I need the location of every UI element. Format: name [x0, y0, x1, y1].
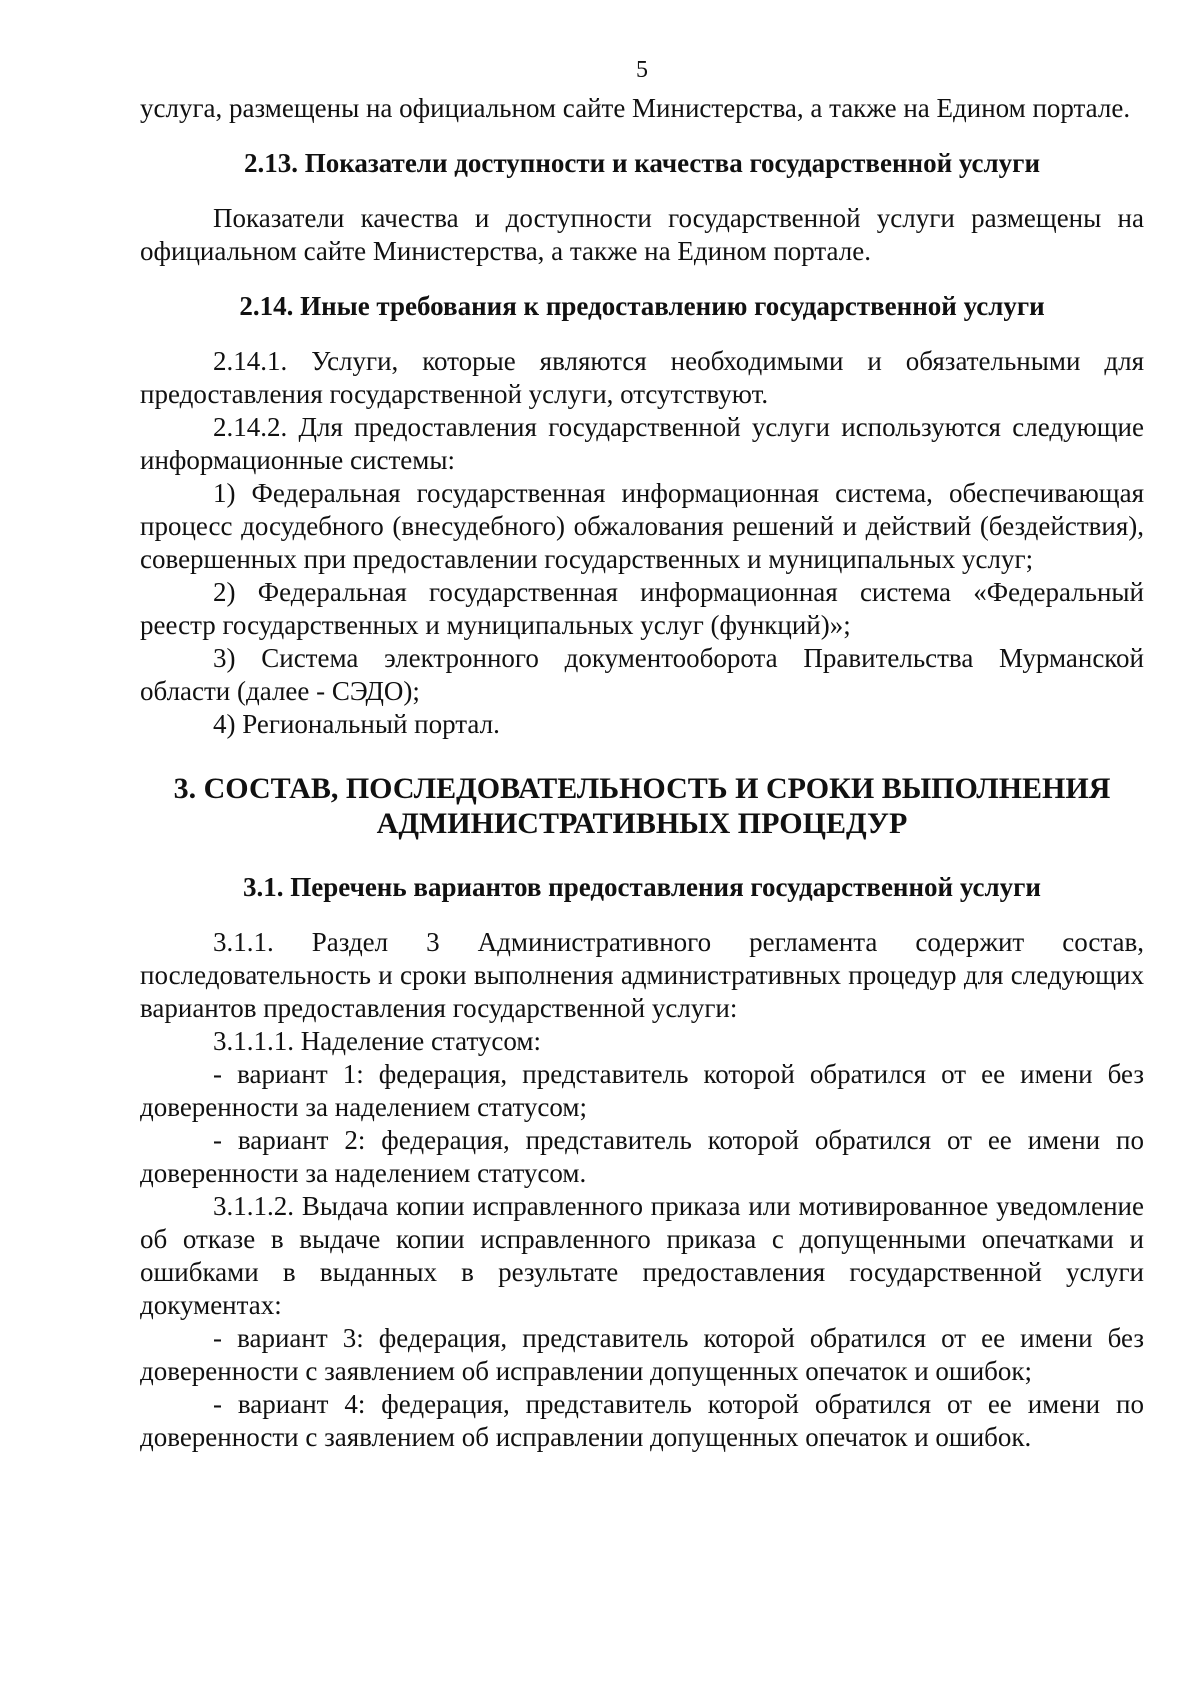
section-3-1-1-2-paragraph: 3.1.1.2. Выдача копии исправленного приказа или мотивированное уведомление об отказе в выдаче копии исправленного приказа с допущенными опечатками и ошибками в выданных в результате предоставления государственной услуги документах: — [140, 1191, 1144, 1320]
section-2-14-heading: 2.14. Иные требования к предоставлению государственной услуги — [239, 291, 1045, 321]
section-3-1-heading: 3.1. Перечень вариантов предоставления государственной услуги — [243, 872, 1041, 902]
section-3-1-1-1-paragraph: 3.1.1.1. Наделение статусом: — [213, 1026, 541, 1056]
info-system-item-4: 4) Региональный портал. — [213, 709, 500, 739]
variant-1-item: - вариант 1: федерация, представитель которой обратился от ее имени без доверенности за наделением статусом; — [140, 1059, 1144, 1122]
info-system-item-2: 2) Федеральная государственная информационная система «Федеральный реестр государственных и муниципальных услуг (функций)»; — [140, 577, 1144, 640]
page-number: 5 — [636, 57, 648, 83]
section-3-heading-line-1: 3. СОСТАВ, ПОСЛЕДОВАТЕЛЬНОСТЬ И СРОКИ ВЫПОЛНЕНИЯ — [173, 772, 1111, 805]
section-2-13-heading: 2.13. Показатели доступности и качества государственной услуги — [244, 148, 1040, 178]
info-system-item-3: 3) Система электронного документооборота Правительства Мурманской области (далее - СЭДО); — [140, 643, 1144, 706]
variant-4-item: - вариант 4: федерация, представитель которой обратился от ее имени по доверенности с заявлением об исправлении допущенных опечаток и ошибок. — [140, 1389, 1144, 1452]
section-3-heading-line-2: АДМИНИСТРАТИВНЫХ ПРОЦЕДУР — [376, 807, 908, 840]
section-3-1-1-paragraph: 3.1.1. Раздел 3 Административного регламента содержит состав, последовательность и сроки выполнения административных процедур для следующих вариантов предоставления государственной услуги: — [140, 927, 1144, 1023]
section-2-14-2-paragraph: 2.14.2. Для предоставления государственной услуги используются следующие информационные системы: — [140, 412, 1144, 475]
info-system-item-1: 1) Федеральная государственная информационная система, обеспечивающая процесс досудебного (внесудебного) обжалования решений и действий (бездействия), совершенных при предоставлении государственных и муниципальных услуг; — [140, 478, 1144, 574]
variant-2-item: - вариант 2: федерация, представитель которой обратился от ее имени по доверенности за наделением статусом. — [140, 1125, 1144, 1188]
section-2-13-paragraph: Показатели качества и доступности государственной услуги размещены на официальном сайте Министерства, а также на Едином портале. — [140, 203, 1144, 266]
lead-paragraph: услуга, размещены на официальном сайте Министерства, а также на Едином портале. — [140, 93, 1131, 123]
variant-3-item: - вариант 3: федерация, представитель которой обратился от ее имени без доверенности с заявлением об исправлении допущенных опечаток и ошибок; — [140, 1323, 1144, 1386]
section-2-14-1-paragraph: 2.14.1. Услуги, которые являются необходимыми и обязательными для предоставления государственной услуги, отсутствуют. — [140, 346, 1144, 409]
